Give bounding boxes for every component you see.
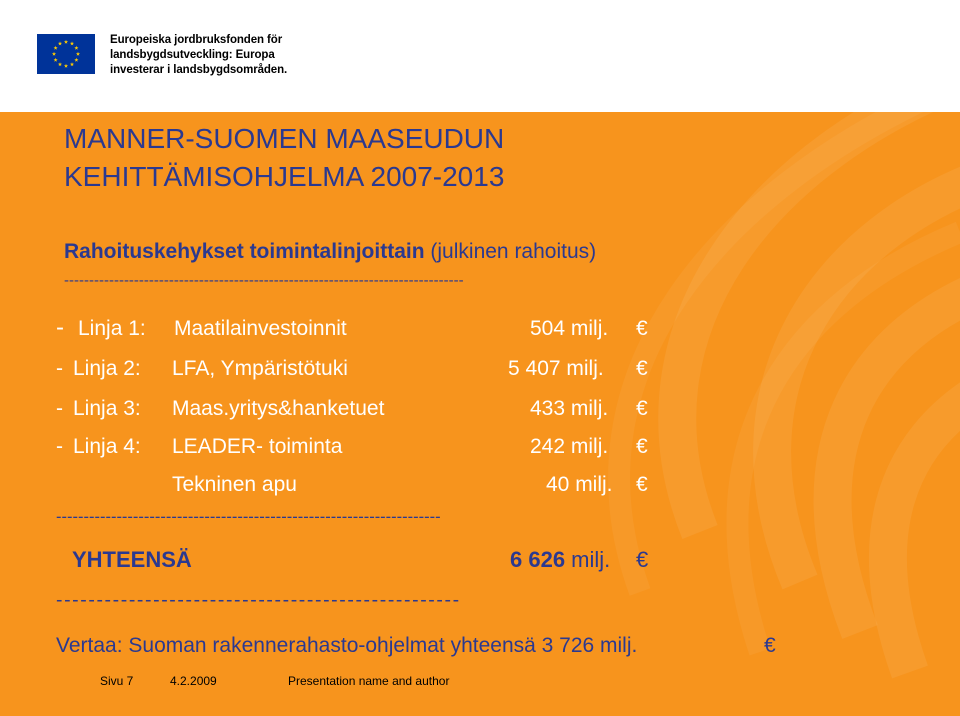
subtitle-normal: (julkinen rahoitus) <box>424 240 597 263</box>
euro-icon: € <box>636 317 648 340</box>
row-name: Maas.yritys&hanketuet <box>172 397 385 420</box>
row-name: Maatilainvestoinnit <box>174 317 347 340</box>
row-amount: 242 milj. <box>530 435 609 458</box>
total-amount <box>510 547 610 573</box>
divider-middle: ---------------------------------------------------------------------- <box>56 508 441 526</box>
slide-subtitle <box>64 240 596 264</box>
row-dash: - <box>56 357 63 380</box>
euro-icon: € <box>636 473 648 496</box>
row-amount: 433 milj. <box>530 397 609 420</box>
row-dash: - <box>56 435 63 458</box>
row-amount: 40 milj. <box>546 473 613 496</box>
euro-icon: € <box>636 435 648 458</box>
footer-date: 4.2.2009 <box>170 674 217 688</box>
eu-fund-text-line3: investerar i landsbygdsområden. <box>110 64 288 76</box>
footer-page: Sivu 7 <box>100 674 134 688</box>
slide-title-line1: MANNER-SUOMEN MAASEUDUN <box>64 123 505 154</box>
total-amount-value: 6 626 <box>510 547 566 572</box>
total-amount-unit: milj. <box>565 547 611 572</box>
row-amount: 504 milj. <box>530 317 609 340</box>
euro-icon: € <box>636 547 649 572</box>
eu-flag-icon <box>37 34 95 74</box>
row-name: LFA, Ympäristötuki <box>172 357 348 380</box>
row-line: Linja 1: <box>78 317 146 340</box>
row-line: Linja 4: <box>73 435 141 458</box>
row-amount: 5 407 milj. <box>508 357 604 380</box>
row-line: Linja 2: <box>73 357 141 380</box>
euro-icon: € <box>636 357 648 380</box>
row-dash: - <box>56 397 63 420</box>
row-name: LEADER- toiminta <box>172 435 343 458</box>
slide-body <box>0 112 960 716</box>
eu-fund-text-line2: landsbygdsutveckling: Europa <box>110 49 275 61</box>
decorative-swirl <box>0 112 960 716</box>
row-dash: - <box>56 314 64 341</box>
slide-title-line2: KEHITTÄMISOHJELMA 2007-2013 <box>64 161 505 192</box>
subtitle-bold: Rahoituskehykset toimintalinjoittain <box>64 240 425 263</box>
euro-icon: € <box>764 634 776 657</box>
eu-fund-text-line1: Europeiska jordbruksfonden för <box>110 34 283 46</box>
header-bar <box>0 0 960 112</box>
compare-text: Vertaa: Suoman rakennerahasto-ohjelmat yhteensä 3 726 milj. <box>56 634 638 657</box>
row-line: Linja 3: <box>73 397 141 420</box>
divider-top: -------------------------------------------------------------------------------- <box>64 272 464 289</box>
eu-fund-text <box>110 33 287 78</box>
row-name: Tekninen apu <box>172 473 297 496</box>
total-label: YHTEENSÄ <box>72 547 192 572</box>
euro-icon: € <box>636 397 648 420</box>
footer-presentation: Presentation name and author <box>288 674 450 688</box>
divider-bottom: -------------------------------------------------- <box>56 589 461 611</box>
